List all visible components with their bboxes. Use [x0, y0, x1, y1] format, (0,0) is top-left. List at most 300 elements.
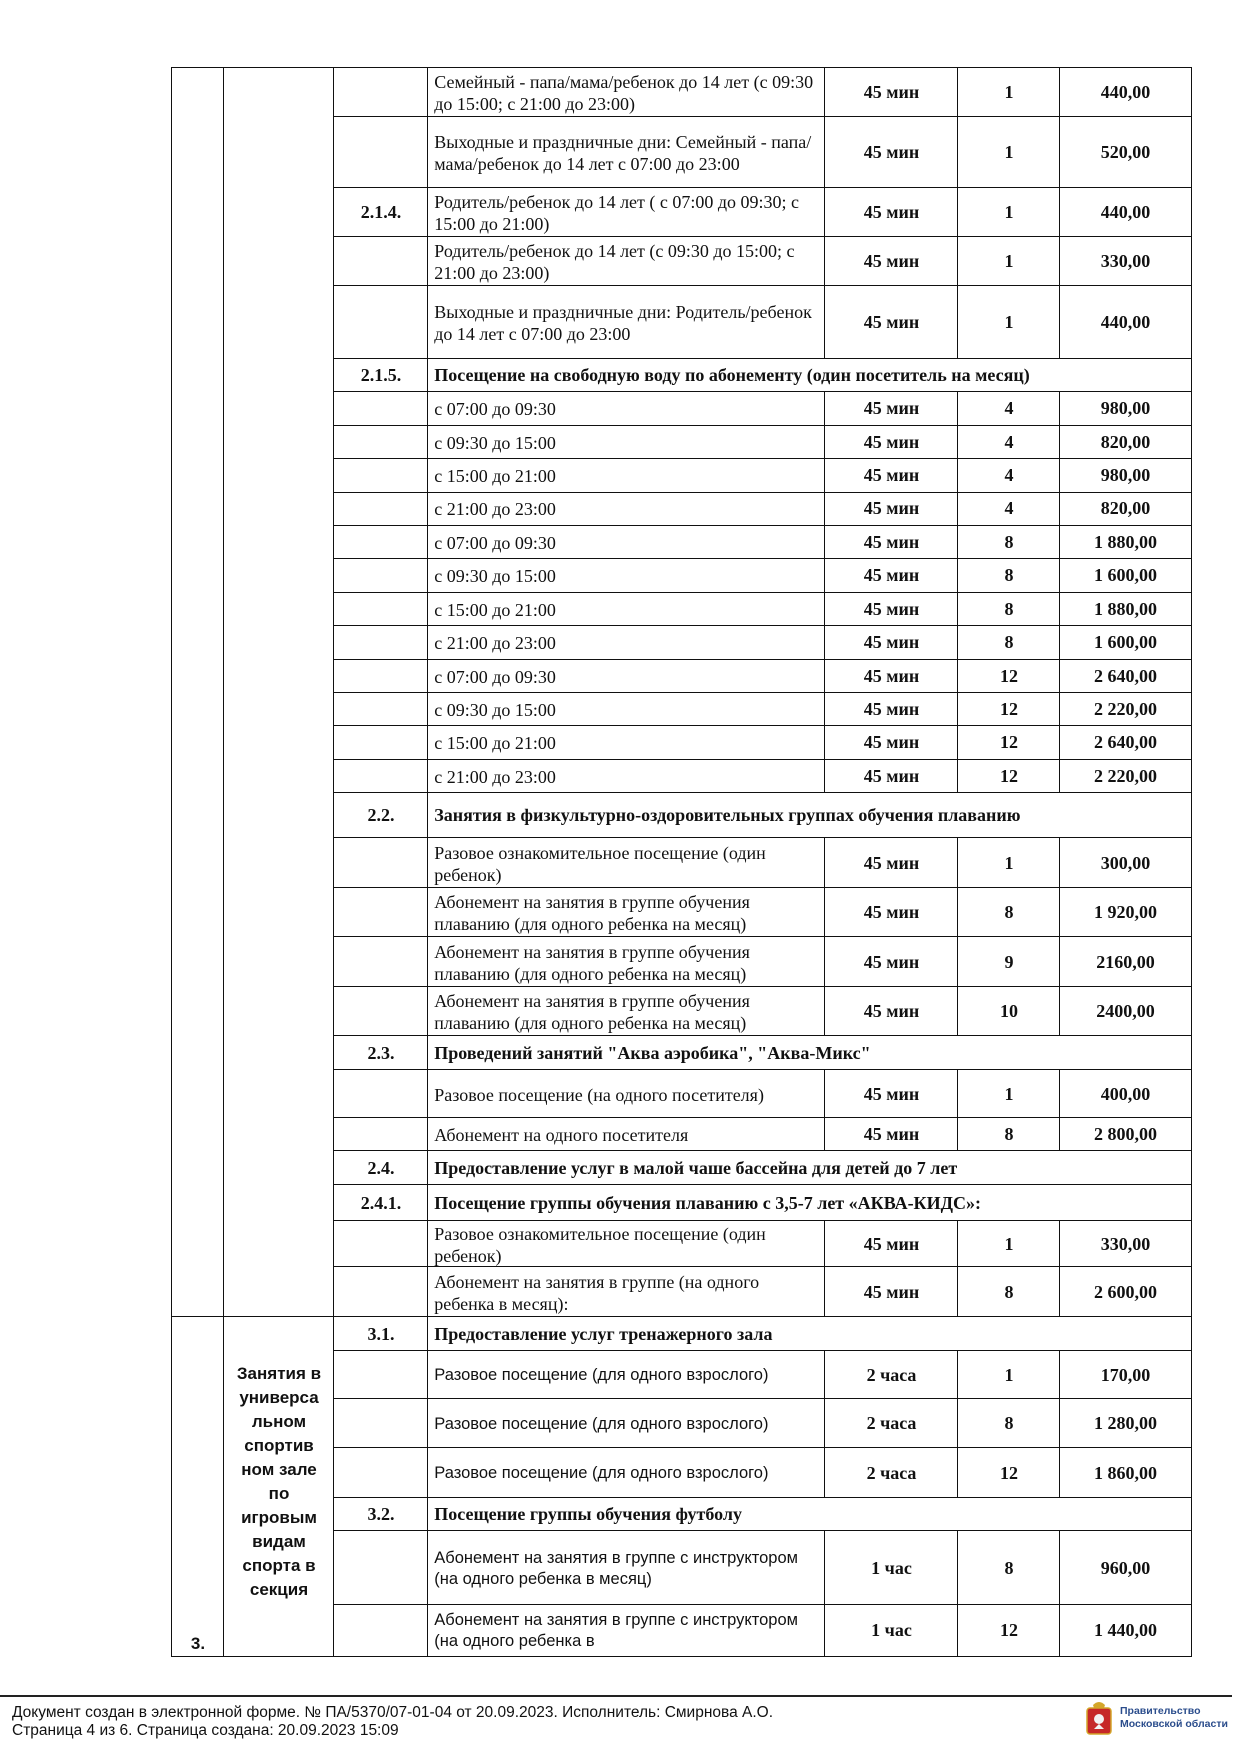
item-duration: 45 мин — [863, 852, 920, 873]
item-visit-count: 4 — [1004, 398, 1014, 419]
item-visit-count: 8 — [1004, 1281, 1014, 1302]
table-row-description — [427, 692, 826, 727]
table-row-price — [1059, 425, 1192, 460]
table-row-duration — [824, 525, 959, 560]
item-code-cell — [333, 116, 429, 189]
item-visit-count: 1 — [1004, 142, 1014, 162]
table-row-description — [427, 525, 826, 560]
item-visit-count: 4 — [1004, 431, 1014, 452]
table-row-description — [427, 725, 826, 760]
item-code: 2.4.1. — [360, 1192, 402, 1213]
table-row-duration — [824, 625, 959, 660]
item-code-cell — [333, 1398, 429, 1449]
item-code-cell — [333, 236, 429, 287]
table-row-count — [957, 659, 1061, 694]
table-row-duration — [824, 236, 959, 287]
table-row-count — [957, 67, 1061, 118]
item-visit-count: 12 — [1000, 665, 1018, 686]
item-code-cell — [333, 391, 429, 426]
item-visit-count: 9 — [1004, 951, 1014, 972]
table-row-description — [427, 592, 826, 627]
item-code-cell — [333, 67, 429, 118]
item-visit-count: 1 — [1004, 82, 1014, 102]
table-row-description — [427, 458, 826, 493]
item-price: 2 640,00 — [1094, 732, 1157, 753]
moscow-region-emblem-icon — [1086, 1699, 1112, 1737]
table-row-description — [427, 1220, 826, 1268]
table-row-duration — [824, 1117, 959, 1152]
table-row-duration — [824, 1220, 959, 1268]
table-row-description — [427, 1069, 826, 1119]
item-price: 400,00 — [1100, 1083, 1151, 1104]
item-duration: 45 мин — [863, 1233, 920, 1254]
item-description: с 07:00 до 09:30 — [434, 399, 556, 420]
table-row-duration — [824, 1530, 959, 1606]
item-code-cell — [333, 525, 429, 560]
table-row-duration — [824, 116, 959, 189]
table-row-count — [957, 425, 1061, 460]
item-duration: 1 час — [871, 1620, 912, 1640]
table-row-count — [957, 986, 1061, 1037]
item-price: 440,00 — [1100, 82, 1151, 102]
item-duration: 45 мин — [863, 1083, 920, 1104]
table-row-price — [1059, 936, 1192, 988]
table-row-price — [1059, 525, 1192, 560]
item-description: Разовое посещение (для одного взрослого) — [434, 1366, 769, 1384]
item-duration: 45 мин — [863, 82, 920, 102]
item-duration: 45 мин — [863, 1281, 920, 1302]
table-row-count — [957, 936, 1061, 988]
section-header — [427, 1184, 1192, 1222]
item-duration: 45 мин — [863, 565, 920, 586]
item-visit-count: 1 — [1004, 251, 1014, 271]
item-code: 2.2. — [367, 805, 395, 825]
table-row-description — [427, 285, 826, 360]
table-row-price — [1059, 1530, 1192, 1606]
table-row-count — [957, 837, 1061, 889]
item-duration: 1 час — [871, 1557, 912, 1578]
table-row-price — [1059, 285, 1192, 360]
table-row-description — [427, 1117, 826, 1152]
item-description: Абонемент на занятия в группе с инструктором (на одного ребенка в месяц) — [434, 1548, 798, 1588]
item-price: 2 640,00 — [1094, 665, 1157, 686]
section-code-cell — [333, 1497, 429, 1532]
table-row-price — [1059, 1069, 1192, 1119]
table-row-count — [957, 1530, 1061, 1606]
table-row-count — [957, 1350, 1061, 1400]
table-row-description — [427, 986, 826, 1037]
item-code: 2.1.4. — [360, 202, 402, 222]
item-duration: 45 мин — [863, 732, 920, 753]
table-row-duration — [824, 986, 959, 1037]
table-row-description — [427, 1604, 826, 1657]
section-header-text: Посещение группы обучения футболу — [434, 1504, 743, 1524]
item-price: 1 880,00 — [1094, 531, 1157, 552]
section-number-cell — [171, 67, 225, 1318]
table-row-price — [1059, 1398, 1192, 1449]
item-price: 1 600,00 — [1094, 632, 1157, 653]
item-code: 3.1. — [367, 1323, 395, 1344]
item-visit-count: 1 — [1004, 1233, 1014, 1254]
item-code-cell — [333, 1117, 429, 1152]
table-row-description — [427, 116, 826, 189]
item-description: Абонемент на занятия в группе с инструктором (на одного ребенка в — [434, 1611, 798, 1650]
section-code-cell — [333, 792, 429, 839]
item-code: 3.2. — [367, 1504, 395, 1524]
table-row-duration — [824, 558, 959, 593]
item-visit-count: 1 — [1004, 1083, 1014, 1104]
item-price: 2160,00 — [1096, 951, 1155, 972]
section-header — [427, 792, 1192, 839]
item-code-cell — [333, 725, 429, 760]
table-row-count — [957, 1604, 1061, 1657]
table-row-price — [1059, 692, 1192, 727]
table-row-description — [427, 659, 826, 694]
table-row-duration — [824, 759, 959, 794]
table-row-description — [427, 837, 826, 889]
table-row-description — [427, 67, 826, 118]
table-row-price — [1059, 837, 1192, 889]
item-duration: 45 мин — [863, 765, 920, 786]
table-row-price — [1059, 391, 1192, 426]
item-code-cell — [333, 285, 429, 360]
item-code-cell — [333, 1530, 429, 1606]
item-price: 2400,00 — [1096, 1001, 1155, 1021]
table-row-duration — [824, 1266, 959, 1318]
item-price: 1 600,00 — [1094, 565, 1157, 586]
item-description: Разовое посещение (на одного посетителя) — [434, 1084, 764, 1105]
table-row-price — [1059, 887, 1192, 938]
item-price: 2 800,00 — [1094, 1124, 1157, 1144]
item-visit-count: 8 — [1004, 1124, 1014, 1144]
table-row-price — [1059, 558, 1192, 593]
item-price: 1 920,00 — [1094, 902, 1157, 922]
item-code-cell — [333, 837, 429, 889]
table-row-price — [1059, 1350, 1192, 1400]
table-row-price — [1059, 116, 1192, 189]
item-duration: 2 часа — [866, 1413, 917, 1433]
table-row-duration — [824, 592, 959, 627]
section-code-cell — [333, 1184, 429, 1222]
item-price: 330,00 — [1100, 251, 1151, 271]
item-price: 300,00 — [1100, 852, 1151, 873]
table-row-count — [957, 1117, 1061, 1152]
table-row-price — [1059, 187, 1192, 238]
table-row-count — [957, 236, 1061, 287]
item-code-cell — [333, 625, 429, 660]
table-row-duration — [824, 725, 959, 760]
item-description: Родитель/ребенок до 14 лет (с 09:30 до 15:00; с 21:00 до 23:00) — [434, 241, 795, 283]
table-row-price — [1059, 1117, 1192, 1152]
footer-document-info: Документ создан в электронной форме. № ПА/5370/07-01-04 от 20.09.2023. Исполнитель: Смирнова А.О. — [12, 1704, 774, 1721]
section-header — [427, 1316, 1192, 1352]
table-row-count — [957, 1398, 1061, 1449]
item-duration: 2 часа — [866, 1364, 917, 1385]
item-description: с 21:00 до 23:00 — [434, 766, 556, 787]
section-header-text: Проведений занятий "Аква аэробика", "Аква-Микс" — [434, 1042, 871, 1063]
item-visit-count: 12 — [1000, 1620, 1018, 1640]
item-visit-count: 12 — [1000, 1462, 1018, 1483]
item-visit-count: 1 — [1004, 202, 1014, 222]
item-visit-count: 8 — [1004, 565, 1014, 586]
table-row-description — [427, 1398, 826, 1449]
item-duration: 45 мин — [863, 1124, 920, 1144]
item-code-cell — [333, 1220, 429, 1268]
item-price: 440,00 — [1100, 312, 1151, 332]
item-visit-count: 12 — [1000, 732, 1018, 753]
item-code-cell — [333, 187, 429, 238]
table-row-duration — [824, 1398, 959, 1449]
table-row-duration — [824, 67, 959, 118]
table-row-description — [427, 1266, 826, 1318]
item-description: с 21:00 до 23:00 — [434, 633, 556, 654]
section-3-number: 3. — [190, 1633, 206, 1653]
table-row-count — [957, 558, 1061, 593]
item-duration: 45 мин — [863, 431, 920, 452]
item-code-cell — [333, 887, 429, 938]
table-row-count — [957, 725, 1061, 760]
item-price: 820,00 — [1100, 431, 1151, 452]
item-code-cell — [333, 458, 429, 493]
item-description: Разовое ознакомительное посещение (один ребенок) — [434, 842, 766, 885]
table-row-price — [1059, 592, 1192, 627]
item-price: 1 880,00 — [1094, 598, 1157, 619]
section-code-cell — [333, 1035, 429, 1071]
item-code-cell — [333, 592, 429, 627]
table-row-duration — [824, 458, 959, 493]
item-price: 2 220,00 — [1094, 765, 1157, 786]
item-price: 980,00 — [1100, 398, 1151, 419]
item-code-cell — [333, 1447, 429, 1499]
table-row-count — [957, 887, 1061, 938]
table-row-price — [1059, 67, 1192, 118]
item-description: Разовое посещение (для одного взрослого) — [434, 1464, 769, 1482]
table-row-price — [1059, 492, 1192, 527]
item-duration: 45 мин — [863, 1001, 920, 1021]
section-header-text: Посещение группы обучения плаванию с 3,5-7 лет «АКВА-КИДС»: — [434, 1192, 981, 1213]
item-duration: 45 мин — [863, 902, 920, 922]
table-row-price — [1059, 1220, 1192, 1268]
item-price: 1 860,00 — [1094, 1462, 1157, 1483]
table-row-price — [1059, 236, 1192, 287]
table-row-count — [957, 759, 1061, 794]
table-row-description — [427, 1447, 826, 1499]
item-price: 1 280,00 — [1094, 1413, 1157, 1433]
table-row-price — [1059, 1266, 1192, 1318]
table-row-duration — [824, 492, 959, 527]
section-code-cell — [333, 1150, 429, 1186]
item-duration: 2 часа — [866, 1462, 917, 1483]
table-row-price — [1059, 1604, 1192, 1657]
section-header-text: Предоставление услуг в малой чаше бассейна для детей до 7 лет — [434, 1157, 958, 1178]
item-description: Разовое посещение (для одного взрослого) — [434, 1414, 769, 1433]
item-description: Абонемент на одного посетителя — [434, 1125, 689, 1145]
item-price: 960,00 — [1100, 1557, 1151, 1578]
table-row-price — [1059, 458, 1192, 493]
item-code: 2.4. — [367, 1157, 395, 1178]
item-code-cell — [333, 492, 429, 527]
section-header-text: Предоставление услуг тренажерного зала — [434, 1323, 773, 1344]
table-row-count — [957, 1266, 1061, 1318]
item-description: с 09:30 до 15:00 — [434, 566, 556, 587]
item-code-cell — [333, 1604, 429, 1657]
section-header — [427, 1150, 1192, 1186]
item-duration: 45 мин — [863, 251, 920, 271]
item-duration: 45 мин — [863, 142, 920, 162]
logo-text-line2: Московской области — [1120, 1718, 1228, 1730]
table-row-duration — [824, 187, 959, 238]
item-description: Родитель/ребенок до 14 лет ( с 07:00 до 09:30; с 15:00 до 21:00) — [434, 192, 800, 234]
item-visit-count: 12 — [1000, 765, 1018, 786]
table-row-duration — [824, 425, 959, 460]
item-visit-count: 12 — [1000, 698, 1018, 719]
item-visit-count: 8 — [1004, 902, 1014, 922]
logo-text-line1: Правительство — [1120, 1705, 1201, 1717]
item-description: с 09:30 до 15:00 — [434, 699, 556, 720]
item-price: 2 600,00 — [1094, 1281, 1157, 1302]
table-row-duration — [824, 887, 959, 938]
table-row-description — [427, 759, 826, 794]
footer-divider — [0, 1695, 1232, 1697]
item-description: Абонемент на занятия в группе обучения плаванию (для одного ребенка на месяц) — [434, 892, 750, 934]
item-visit-count: 8 — [1004, 598, 1014, 619]
item-price: 820,00 — [1100, 498, 1151, 519]
item-duration: 45 мин — [863, 665, 920, 686]
item-duration: 45 мин — [863, 398, 920, 419]
item-duration: 45 мин — [863, 531, 920, 552]
item-visit-count: 8 — [1004, 531, 1014, 552]
table-row-count — [957, 692, 1061, 727]
item-price: 440,00 — [1100, 202, 1151, 222]
item-description: Абонемент на занятия в группе обучения плаванию (для одного ребенка на месяц) — [434, 991, 750, 1033]
item-visit-count: 1 — [1004, 1364, 1014, 1385]
section-title-cell — [223, 67, 335, 1318]
item-visit-count: 8 — [1004, 632, 1014, 653]
item-visit-count: 4 — [1004, 465, 1014, 486]
item-code-cell — [333, 692, 429, 727]
table-row-count — [957, 458, 1061, 493]
footer-text — [12, 1704, 773, 1740]
section-header — [427, 1497, 1192, 1532]
table-row-description — [427, 1530, 826, 1606]
item-description: с 07:00 до 09:30 — [434, 532, 556, 553]
table-row-count — [957, 1220, 1061, 1268]
item-code-cell — [333, 986, 429, 1037]
item-description: Выходные и праздничные дни: Семейный - папа/мама/ребенок до 14 лет с 07:00 до 23:00 — [434, 132, 812, 174]
table-row-description — [427, 187, 826, 238]
table-row-price — [1059, 759, 1192, 794]
item-description: с 15:00 до 21:00 — [434, 466, 556, 487]
section-3-title: Занятия в универса льном спортив ном зале по игровым видам спорта в секция — [236, 1363, 322, 1599]
item-duration: 45 мин — [863, 312, 920, 332]
table-row-duration — [824, 1447, 959, 1499]
item-duration: 45 мин — [863, 951, 920, 972]
item-description: Выходные и праздничные дни: Родитель/ребенок до 14 лет с 07:00 до 23:00 — [434, 302, 812, 344]
item-duration: 45 мин — [863, 465, 920, 486]
table-row-duration — [824, 1604, 959, 1657]
table-row-duration — [824, 1350, 959, 1400]
table-row-duration — [824, 285, 959, 360]
section-3-title-cell — [223, 1316, 335, 1657]
table-row-count — [957, 116, 1061, 189]
item-price: 2 220,00 — [1094, 698, 1157, 719]
section-code-cell — [333, 358, 429, 393]
table-row-description — [427, 236, 826, 287]
table-row-description — [427, 492, 826, 527]
item-code-cell — [333, 1266, 429, 1318]
table-row-description — [427, 887, 826, 938]
item-code-cell — [333, 1069, 429, 1119]
section-header — [427, 1035, 1192, 1071]
item-description: с 15:00 до 21:00 — [434, 599, 556, 620]
item-description: с 21:00 до 23:00 — [434, 499, 556, 520]
table-row-count — [957, 1069, 1061, 1119]
item-duration: 45 мин — [863, 698, 920, 719]
table-row-description — [427, 391, 826, 426]
item-code: 2.1.5. — [360, 365, 402, 385]
government-logo-text — [1120, 1705, 1228, 1731]
item-visit-count: 4 — [1004, 498, 1014, 519]
item-code-cell — [333, 936, 429, 988]
item-visit-count: 8 — [1004, 1557, 1014, 1578]
item-code: 2.3. — [367, 1042, 395, 1063]
table-row-count — [957, 525, 1061, 560]
item-code-cell — [333, 1350, 429, 1400]
table-row-duration — [824, 1069, 959, 1119]
item-visit-count: 8 — [1004, 1413, 1014, 1433]
section-3-number-cell — [171, 1316, 225, 1657]
table-row-description — [427, 425, 826, 460]
item-code-cell — [333, 659, 429, 694]
item-price: 1 440,00 — [1094, 1620, 1157, 1640]
item-code-cell — [333, 759, 429, 794]
table-row-count — [957, 391, 1061, 426]
table-row-count — [957, 625, 1061, 660]
table-row-price — [1059, 659, 1192, 694]
item-duration: 45 мин — [863, 632, 920, 653]
item-duration: 45 мин — [863, 202, 920, 222]
section-header — [427, 358, 1192, 393]
table-row-count — [957, 492, 1061, 527]
table-row-description — [427, 1350, 826, 1400]
table-row-count — [957, 592, 1061, 627]
item-code-cell — [333, 558, 429, 593]
item-visit-count: 1 — [1004, 852, 1014, 873]
section-code-cell — [333, 1316, 429, 1352]
item-description: Абонемент на занятия в группе обучения плаванию (для одного ребенка на месяц) — [434, 941, 750, 984]
item-description: с 15:00 до 21:00 — [434, 733, 556, 754]
item-price: 520,00 — [1100, 142, 1151, 162]
table-row-duration — [824, 391, 959, 426]
table-row-count — [957, 285, 1061, 360]
table-row-price — [1059, 1447, 1192, 1499]
item-description: с 07:00 до 09:30 — [434, 666, 556, 687]
item-duration: 45 мин — [863, 598, 920, 619]
table-row-description — [427, 558, 826, 593]
section-header-text: Посещение на свободную воду по абонементу (один посетитель на месяц) — [434, 365, 1030, 385]
table-row-duration — [824, 692, 959, 727]
item-visit-count: 10 — [1000, 1001, 1018, 1021]
section-header-text: Занятия в физкультурно-оздоровительных группах обучения плаванию — [434, 805, 1021, 825]
table-row-duration — [824, 837, 959, 889]
price-table — [172, 68, 1191, 1656]
table-row-price — [1059, 725, 1192, 760]
item-description: Абонемент на занятия в группе (на одного ребенка в месяц): — [434, 1271, 760, 1314]
table-row-count — [957, 1447, 1061, 1499]
item-code-cell — [333, 425, 429, 460]
item-description: Семейный - папа/мама/ребенок до 14 лет (с 09:30 до 15:00; с 21:00 до 23:00) — [434, 72, 814, 114]
table-row-description — [427, 936, 826, 988]
